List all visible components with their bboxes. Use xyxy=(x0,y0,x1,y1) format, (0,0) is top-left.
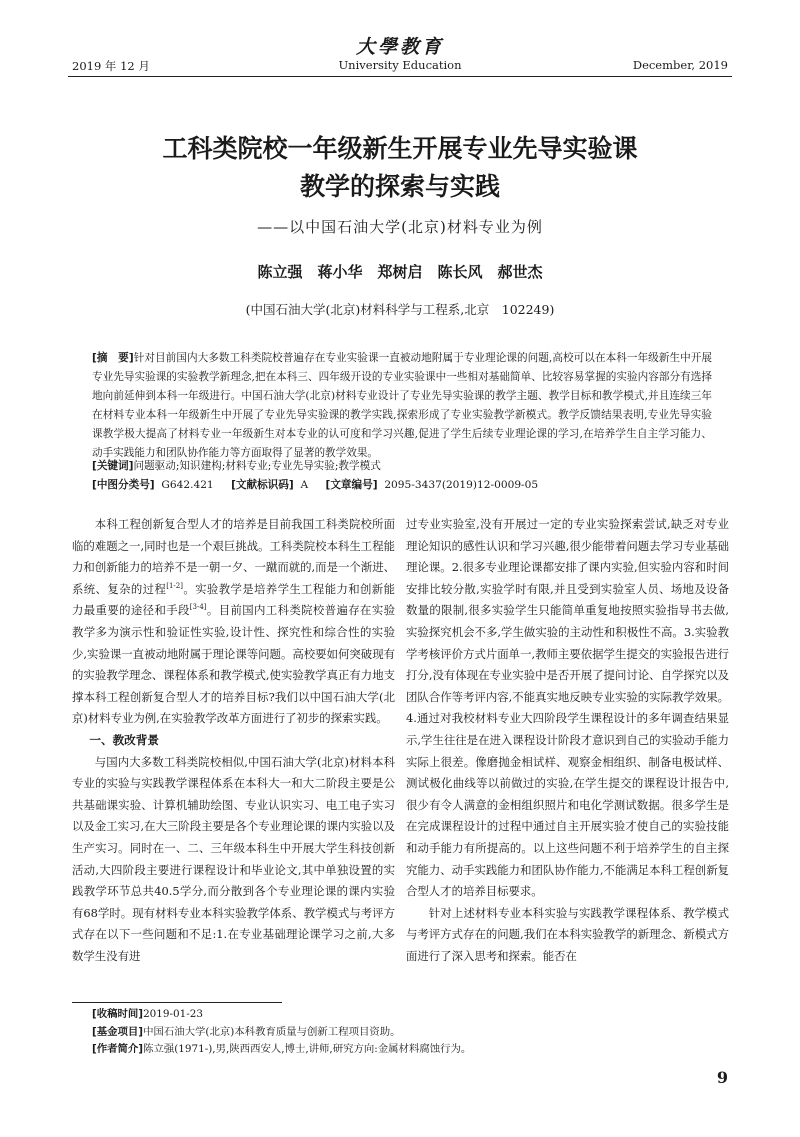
classification-group xyxy=(92,479,214,491)
reform-paragraph: 针对上述材料专业本科实验与实践教学课程体系、教学模式与考评方式存在的问题,我们在本科实验教学的新理念、新模式方面进行了深入思考和探索。能否在 xyxy=(406,905,729,963)
keywords-text: 问题驱动;知识建构;材料专业;专业先导实验;教学模式 xyxy=(133,460,381,472)
class-value: G642.421 xyxy=(161,479,214,491)
footnote-fund xyxy=(92,1024,732,1042)
intro-text-a: 本科工程创新复合型人才的培养是目前我国工科类院校所面临的难题之一,同时也是一个艰巨挑战。工科类院校本科生工程能力和创新能力的培养不是一朝一夕、一蹴而就的,而是一个渐进、系统、复杂的过程 xyxy=(72,517,395,596)
author-bio-text: 陈立强(1971-),男,陕西西安人,博士,讲师,研究方向:金属材料腐蚀行为。 xyxy=(143,1043,472,1056)
article-subtitle: ——以中国石油大学(北京)材料专业为例 xyxy=(257,218,543,236)
journal-logo: 大學教育 xyxy=(355,36,444,58)
footnotes xyxy=(92,1006,732,1059)
doc-code-value: A xyxy=(300,479,309,491)
doc-code-group xyxy=(231,479,308,491)
received-label: [收稿时间] xyxy=(92,1008,144,1020)
body-column-left xyxy=(72,514,395,967)
fund-label: [基金项目] xyxy=(92,1025,144,1038)
page-number: 9 xyxy=(716,1068,728,1087)
title-line-1: 工科类院校一年级新生开展专业先导实验课 xyxy=(162,134,638,163)
background-paragraph-continued: 过专业实验室,没有开展过一定的专业实验探索尝试,缺乏对专业理论知识的感性认识和学习兴趣,很少能带着问题去学习专业基础理论课。2.很多专业理论课都安排了课内实验,但实验内容和时间安排比较分散,实验学时有限,并且受到实验室人员、场地及设备数量的限制,很多实验学生只能简单重复地按照实验指导书去做,实验探究机会不多,学生做实验的主动性和积极性不高。3.实验教学考核评价方式片面单一,教师主要依据学生提交的实验报告进行打分,没有体现在专业实验中是否开展了提问讨论、自学探究以及团队合作等考评内容,不能真实地反映专业实验的实际教学效果。4.通过对我校材料专业大四阶段学生课程设计的多年调查结果显示,学生往往是在进入课程设计阶段才意识到自己的实验动手能力实际上很差。像磨抛金相试样、观察金相组织、制备电极试样、测试极化曲线等以前做过的实验,在学生提交的课程设计报告中,很少有令人满意的金相组织照片和电化学测试数据。很多学生是在完成课程设计的过程中通过自主开展实验才使自己的实验技能和动手能力有所提高的。以上这些问题不利于培养学生的自主探究能力、动手实践能力和团队协作能力,不能满足本科工程创新复合型人才的培养目标要求。 xyxy=(406,517,729,899)
article-number-group xyxy=(326,479,539,491)
intro-text-b: 。实验教学是培养学生工程能力和创新能力最重要的途径和手段 xyxy=(72,581,395,618)
background-paragraph: 与国内大多数工科类院校相似,中国石油大学(北京)材料本科专业的实验与实践教学课程体系在本科大一和大二阶段主要是公共基础课实验、计算机辅助绘图、专业认识实习、电工电子实习以及金工实习,在大三阶段主要是各个专业理论课的课内实验以及生产实习。同时在一、二、三年级本科生中开展大学生科技创新活动,大四阶段主要进行课程设计和毕业论文,其中单独设置的实践教学环节总共40.5学分,而分散到各个专业理论课的课内实验有68学时。现有材料专业本科实验教学体系、教学模式与考评方式存在以下一些问题和不足:1.在专业基础理论课学习之前,大多数学生没有进 xyxy=(72,754,395,963)
footnote-author xyxy=(92,1041,732,1059)
header-journal-en: University Education xyxy=(338,58,462,72)
doc-code-label: [文献标识码] xyxy=(231,479,294,491)
abstract xyxy=(92,349,712,464)
classification-line xyxy=(92,476,712,495)
article-number-value: 2095-3437(2019)12-0009-05 xyxy=(384,479,539,491)
abstract-label: [摘 要] xyxy=(92,352,134,364)
keywords-line xyxy=(92,457,712,476)
header-date-en: December, 2019 xyxy=(632,58,728,72)
citation-ref-2: [3-4] xyxy=(189,603,207,612)
author-list: 陈立强 蒋小华 郑树启 陈长风 郝世杰 xyxy=(257,263,543,281)
citation-ref-1: [1-2] xyxy=(166,581,183,590)
footnote-rule xyxy=(72,1002,282,1003)
author-bio-label: [作者简介] xyxy=(92,1043,144,1056)
abstract-text: 针对目前国内大多数工科类院校普遍存在专业实验课一直被动地附属于专业理论课的问题,高校可以在本科一年级新生中开展专业先导实验课的实验教学新理念,把在本科三、四年级开设的专业实验课中一些相对基础简单、比较容易掌握的实验内容部分有选择地向前延伸到本科一年级进行。中国石油大学(北京)材料专业设计了专业先导实验课的教学主题、教学目标和教学模式,并且连续三年在材料专业本科一年级新生中开展了专业先导实验课的教学实践,探索形成了专业实验教学新模式。教学反馈结果表明,专业先导实验课教学极大提高了材料专业一年级新生对本专业的认可度和学习兴趣,促进了学生后续专业理论课的学习,在培养学生自主学习能力、动手实践能力和团队协作能力等方面取得了显著的教学效果。 xyxy=(92,352,712,460)
author-affiliation: (中国石油大学(北京)材料科学与工程系,北京 102249) xyxy=(245,302,555,317)
footnote-received xyxy=(92,1006,732,1024)
class-label: [中图分类号] xyxy=(92,479,155,491)
header-rule xyxy=(68,76,732,77)
intro-text-c: 。目前国内工科类院校普遍存在实验教学多为演示性和验证性实验,设计性、探究性和综合性的实验少,实验课一直被动地附属于理论课等问题。高校要如何突破现有的实验教学理念、课程体系和教学模式,使实验教学真正有力地支撑本科工程创新复合型人才的培养目标?我们以中国石油大学(北京)材料专业为例,在实验教学改革方面进行了初步的探索实践。 xyxy=(72,603,395,726)
body-column-right xyxy=(406,514,729,967)
intro-paragraph xyxy=(72,514,395,730)
header-date-cn: 2019 年 12 月 xyxy=(72,59,150,73)
title-line-2: 教学的探索与实践 xyxy=(299,172,500,201)
fund-text: 中国石油大学(北京)本科教育质量与创新工程项目资助。 xyxy=(143,1025,401,1038)
keywords-label: [关键词] xyxy=(92,460,134,472)
received-date: 2019-01-23 xyxy=(143,1008,203,1020)
section-heading-background: 一、教改背景 xyxy=(89,732,159,747)
article-number-label: [文章编号] xyxy=(325,479,378,491)
article-title xyxy=(60,130,740,206)
